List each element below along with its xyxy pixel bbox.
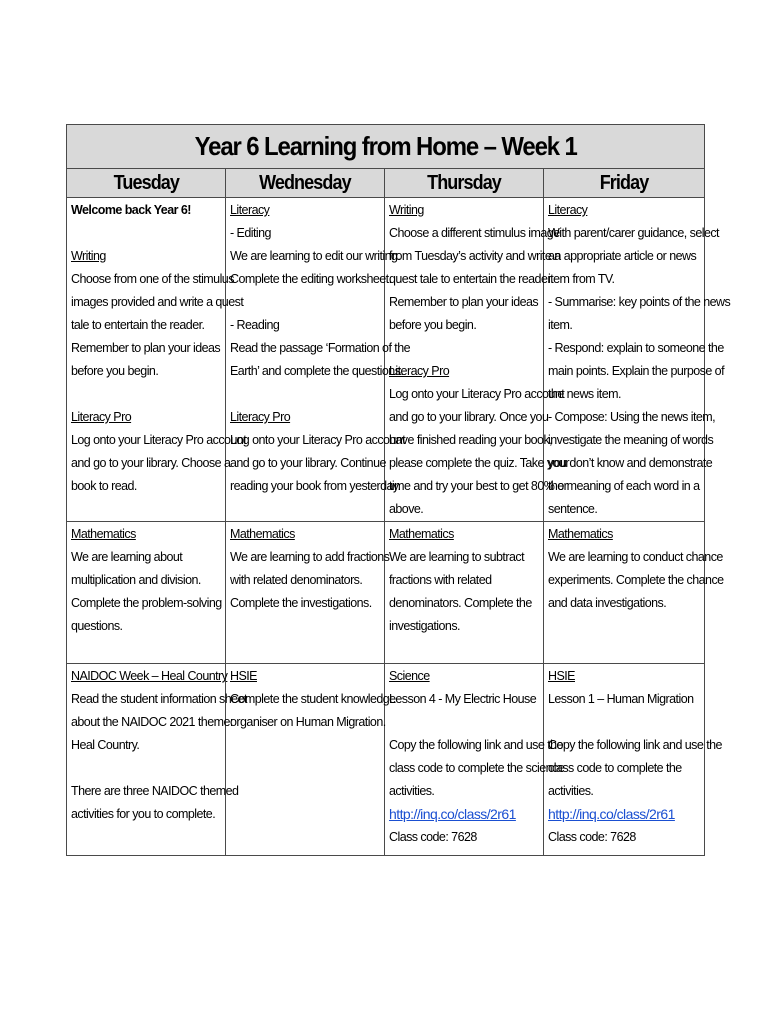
cell-text: We are learning about [71,550,183,564]
cell-text: We are learning to conduct chance [548,550,723,564]
cell-text: quest tale to entertain the reader. [389,272,554,286]
afternoon-row [67,664,705,856]
cell-text: - Respond: explain to someone the [548,341,724,355]
cell-text: activities. [389,784,435,798]
cell-text: Read the passage ‘Formation of the [230,341,411,355]
cell-text: Complete the investigations. [230,596,372,610]
cell-text: Complete the student knowledge [230,692,396,706]
cell-text: an appropriate article or news [548,249,697,263]
subject-heading: Mathematics [548,527,613,541]
cell-text: and go to your library. Continue [230,456,386,470]
cell-text: Copy the following link and use the [389,738,563,752]
blank-line [230,291,381,314]
subject-heading: HSIE [230,669,257,683]
cell-friday-mathematics [544,522,724,664]
cell-text: reading your book from yesterday. [230,479,401,493]
blank-line [389,711,540,734]
timetable-sheet [66,124,731,856]
cell-text: main points. Explain the purpose of [548,364,725,378]
cell-text: denominators. Complete the [389,596,532,610]
cell-friday-literacy [544,198,731,522]
cell-text: before you begin. [71,364,159,378]
page-title: Year 6 Learning from Home – Week 1 [194,131,577,161]
blank-line [71,757,222,780]
cell-text: about the NAIDOC 2021 theme: [71,715,233,729]
subject-heading: Mathematics [389,527,454,541]
cell-text: multiplication and division. [71,573,201,587]
cell-text: - Compose: Using the news item, [548,410,716,424]
cell-text: class code to complete the science [389,761,565,775]
cell-tuesday-mathematics [67,522,226,664]
blank-line [230,383,381,406]
cell-text: activities for you to complete. [71,807,216,821]
cell-text: before you begin. [389,318,477,332]
blank-line [71,222,222,245]
subject-heading: Science [389,669,430,683]
cell-text: images provided and write a quest [71,295,244,309]
cell-text: Read the student information sheet [71,692,247,706]
cell-text: experiments. Complete the chance [548,573,724,587]
subject-heading: Writing [71,249,106,263]
cell-text: We are learning to subtract [389,550,524,564]
mathematics-row [67,522,705,664]
cell-text: fractions with related [389,573,492,587]
cell-text: Choose from one of the stimulus [71,272,234,286]
cell-text: with related denominators. [230,573,363,587]
cell-text: Complete the editing worksheet. [230,272,392,286]
subject-heading: Literacy Pro [71,410,132,424]
timetable [66,124,731,856]
cell-text: With parent/carer guidance, select [548,226,719,240]
cell-text: Class code: 7628 [389,830,477,844]
cell-text: Lesson 1 – Human Migration [548,692,694,706]
cell-text: the meaning of each word in a [548,479,700,493]
cell-text: and go to your library. Choose a [71,456,231,470]
cell-text: and go to your library. Once you [389,410,549,424]
cell-text: Complete the problem-solving [71,596,222,610]
cell-text: questions. [71,619,123,633]
subject-heading: Literacy Pro [230,410,291,424]
cell-text: from Tuesday’s activity and write a [389,249,561,263]
subject-heading: Literacy [548,203,588,217]
cell-text: Lesson 4 - My Electric House [389,692,537,706]
cell-wednesday-afternoon [226,664,396,856]
cell-tuesday-literacy [67,198,247,522]
cell-text: There are three NAIDOC themed [71,784,239,798]
class-link[interactable]: http://inq.co/class/2r61 [389,806,516,822]
cell-text: Heal Country. [71,738,140,752]
day-header-wednesday: Wednesday [226,169,385,198]
day-header-thursday: Thursday [385,169,544,198]
cell-thursday-mathematics [385,522,544,664]
cell-text: Log onto your Literacy Pro account [389,387,565,401]
cell-text: We are learning to edit our writing. [230,249,401,263]
cell-text: please complete the quiz. Take your [389,456,569,470]
blank-line [71,383,222,406]
cell-text: investigate the meaning of words [548,433,714,447]
day-header-tuesday: Tuesday [67,169,226,198]
title-cell [67,125,705,169]
cell-text: investigations. [389,619,460,633]
cell-text: class code to complete the [548,761,682,775]
cell-text: Log onto your Literacy Pro account [230,433,406,447]
cell-text: item. [548,318,573,332]
cell-text: Class code: 7628 [548,830,636,844]
cell-text: above. [389,502,424,516]
cell-text: time and try your best to get 80% or [389,479,568,493]
subject-heading: Mathematics [71,527,136,541]
cell-text: book to read. [71,479,137,493]
cell-text: tale to entertain the reader. [71,318,205,332]
cell-text: - Editing [230,226,271,240]
cell-text: you don’t know and demonstrate [548,456,713,470]
blank-line [548,711,701,734]
literacy-row [67,198,705,522]
cell-text: the news item. [548,387,621,401]
cell-text: and data investigations. [548,596,667,610]
cell-text: - Summarise: key points of the news [548,295,731,309]
cell-text: - Reading [230,318,280,332]
day-header-row [67,169,705,198]
welcome-text: Welcome back Year 6! [71,203,191,217]
cell-text: sentence. [548,502,598,516]
cell-text: We are learning to add fractions [230,550,390,564]
cell-text: Copy the following link and use the [548,738,722,752]
subject-heading: Writing [389,203,424,217]
subject-heading: Literacy [230,203,270,217]
blank-line [389,337,540,360]
class-link[interactable]: http://inq.co/class/2r61 [548,806,675,822]
cell-text: Remember to plan your ideas [389,295,539,309]
cell-text: Earth’ and complete the questions. [230,364,404,378]
cell-text: organiser on Human Migration. [230,715,386,729]
subject-heading: Mathematics [230,527,295,541]
cell-text: have finished reading your book, [389,433,553,447]
day-header-friday: Friday [544,169,705,198]
cell-friday-afternoon [544,664,722,856]
subject-heading: Literacy Pro [389,364,450,378]
subject-heading: NAIDOC Week – Heal Country [71,669,228,683]
cell-text: activities. [548,784,594,798]
cell-text: Remember to plan your ideas [71,341,221,355]
cell-wednesday-mathematics [226,522,390,664]
cell-text: Choose a different stimulus image [389,226,560,240]
cell-text: Log onto your Literacy Pro account [71,433,247,447]
cell-text: item from TV. [548,272,615,286]
subject-heading: HSIE [548,669,575,683]
